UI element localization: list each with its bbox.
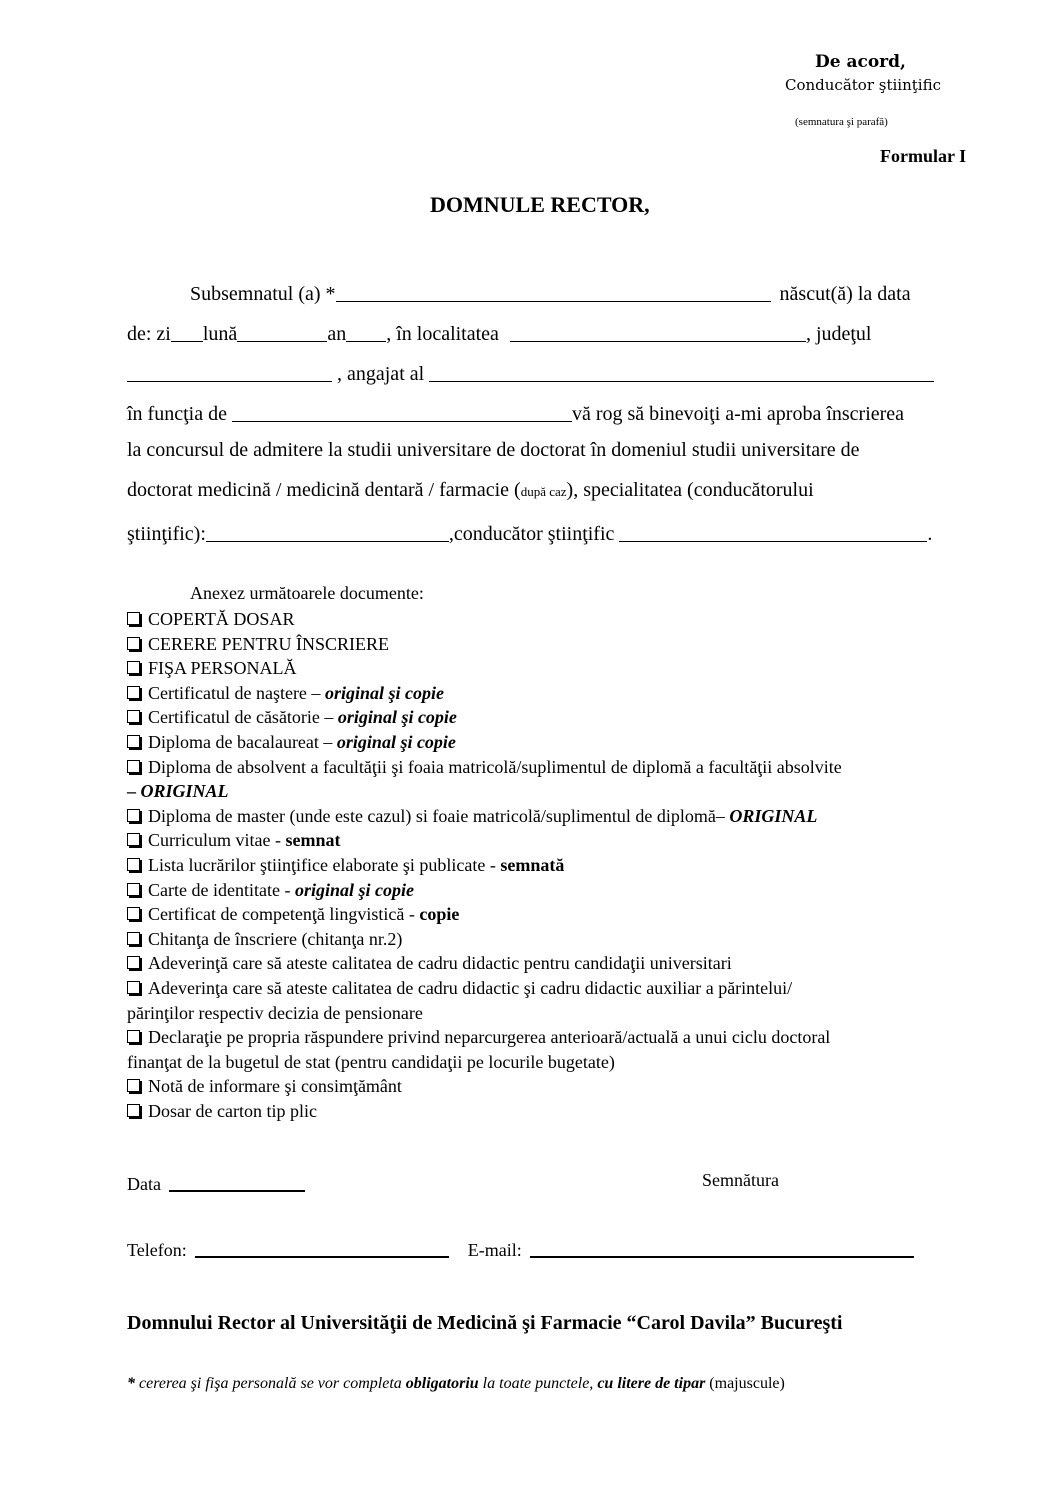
birth-year-field[interactable] — [346, 321, 386, 342]
birth-month-field[interactable] — [237, 321, 327, 342]
email-label: E-mail: — [467, 1240, 522, 1260]
addressee: Domnului Rector al Universităţii de Medicină şi Farmacie “Carol Davila” Bucureşti — [127, 1312, 843, 1334]
body-line-7 — [127, 519, 932, 546]
phone-field[interactable] — [195, 1238, 449, 1258]
position-field[interactable] — [232, 401, 572, 422]
supervisor-field[interactable] — [619, 521, 927, 542]
checkbox-icon[interactable] — [127, 661, 140, 674]
born-label: născut(ă) la data — [779, 283, 911, 305]
checkbox-icon[interactable] — [127, 956, 140, 969]
annex-item — [127, 1076, 402, 1097]
specialty-field[interactable] — [206, 521, 449, 542]
annex-item-continuation-text: finanţat de la bugetul de stat (pentru candidaţii pe locurile bugetate) — [127, 1051, 615, 1072]
page-title: DOMNULE RECTOR, — [430, 192, 650, 217]
checkbox-icon[interactable] — [127, 932, 140, 945]
annex-item-requirement: ORIGINAL — [140, 781, 229, 802]
annex-item-requirement: semnat — [285, 830, 341, 851]
employer-field[interactable] — [429, 361, 934, 382]
checkbox-icon[interactable] — [127, 1104, 140, 1117]
county-field[interactable] — [127, 361, 332, 382]
annex-item-continuation — [127, 781, 229, 802]
annex-item-label: Dosar de carton tip plic — [148, 1101, 317, 1121]
footnote-e: (majuscule) — [705, 1375, 785, 1392]
annex-item-label: Lista lucrărilor ştiinţifice elaborate şi publicate - — [148, 855, 501, 875]
annex-item-continuation — [127, 1052, 615, 1073]
checkbox-icon[interactable] — [127, 809, 140, 822]
contact-row — [127, 1236, 914, 1261]
footnote-a: cererea şi fişa personală se vor completa — [135, 1375, 406, 1392]
annex-item — [127, 658, 297, 679]
annex-item — [127, 830, 340, 851]
annex-item-label: Curriculum vitae - — [148, 830, 286, 851]
annex-item — [127, 634, 389, 655]
date-field[interactable] — [169, 1172, 305, 1192]
annex-item-requirement: original şi copie — [336, 732, 456, 752]
annex-item — [127, 683, 444, 704]
footnote-star: * — [127, 1375, 135, 1392]
annex-item — [127, 1101, 317, 1122]
annex-item — [127, 609, 294, 630]
date-label: Data — [127, 1174, 161, 1194]
annex-item — [127, 757, 842, 778]
annex-item-label: Diploma de master (unde este cazul) si foaie matricolă/suplimentul de diplomă– — [148, 805, 730, 826]
annex-item-label: COPERTĂ DOSAR — [148, 609, 295, 629]
checkbox-icon[interactable] — [127, 760, 140, 773]
annex-item-continuation — [127, 1003, 423, 1024]
checkbox-icon[interactable] — [127, 858, 140, 871]
day-label: de: zi — [127, 323, 171, 345]
annex-item-label: Adeverinţă care să ateste calitatea de cadru didactic pentru candidaţii universitari — [148, 953, 732, 974]
annex-item — [127, 929, 402, 950]
annex-item-requirement: ORIGINAL — [729, 805, 818, 826]
body-line-2 — [127, 319, 871, 346]
annex-item-label: Adeverinţa care să ateste calitatea de cadru didactic şi cadru didactic auxiliar a părintelui/ — [148, 978, 793, 998]
annex-item — [127, 806, 817, 827]
county-label: , judeţul — [805, 323, 872, 345]
annex-item-label: Diploma de absolvent a facultăţii şi foaia matricolă/suplimentul de diplomă a facultăţii absolvite — [148, 756, 842, 777]
annex-item — [127, 904, 459, 925]
annex-item-label: Notă de informare şi consimţământ — [148, 1076, 402, 1097]
annex-item-requirement: original şi copie — [294, 879, 414, 900]
checkbox-icon[interactable] — [127, 833, 140, 846]
case-note: după caz — [520, 484, 567, 499]
domain-text: doctorat medicină / medicină dentară / farmacie ( — [127, 479, 521, 501]
body-line-1 — [190, 279, 911, 306]
annex-item — [127, 880, 414, 901]
annex-item-label: Certificatul de naştere – — [148, 682, 325, 703]
footnote-d: cu litere de tipar — [597, 1375, 706, 1392]
request-text: vă rog să binevoiţi a-mi aproba înscrierea — [571, 403, 905, 425]
annex-item-label: FIŞA PERSONALĂ — [148, 658, 297, 679]
annex-item-label: Carte de identitate - — [148, 879, 295, 900]
annex-item-requirement: semnată — [500, 855, 565, 875]
checkbox-icon[interactable] — [127, 883, 140, 896]
annex-item-requirement: copie — [419, 904, 460, 925]
footnote — [127, 1375, 785, 1393]
annex-item — [127, 953, 732, 974]
annex-item-label: CERERE PENTRU ÎNSCRIERE — [148, 633, 390, 654]
email-field[interactable] — [530, 1238, 914, 1258]
annex-item-label: Chitanţa de înscriere (chitanţa nr.2) — [148, 928, 403, 949]
checkbox-icon[interactable] — [127, 637, 140, 650]
date-row — [127, 1170, 305, 1195]
checkbox-icon[interactable] — [127, 612, 140, 625]
body-line-4 — [127, 399, 904, 426]
locality-label: , în localitatea — [386, 323, 499, 345]
locality-field[interactable] — [510, 321, 806, 342]
annex-item — [127, 978, 792, 999]
annex-item-continuation-text: – — [127, 781, 141, 802]
checkbox-icon[interactable] — [127, 981, 140, 994]
supervisor-label: Conducător ştiinţific — [785, 76, 941, 94]
annex-item-continuation-text: părinţilor respectiv decizia de pensionare — [127, 1002, 423, 1023]
scientific-label: ştiinţific): — [127, 523, 206, 545]
annex-intro: Anexez următoarele documente: — [190, 583, 424, 603]
employed-label: , angajat al — [332, 363, 430, 385]
annex-item-label: Declaraţie pe propria răspundere privind neparcurgerea anterioară/actuală a unui ciclu doctoral — [148, 1027, 831, 1048]
signature-label: Semnătura — [702, 1170, 779, 1190]
checkbox-icon[interactable] — [127, 907, 140, 920]
annex-item-label: Diploma de bacalaureat – — [148, 732, 337, 752]
annex-item-label: Certificat de competenţă lingvistică - — [148, 904, 420, 925]
position-label: în funcţia de — [127, 403, 232, 425]
annex-item-label: Certificatul de căsătorie – — [148, 707, 338, 728]
form-id: Formular I — [880, 146, 967, 166]
body-line-3 — [127, 359, 934, 386]
annex-item — [127, 855, 564, 876]
period: . — [927, 523, 933, 545]
footnote-c: la toate punctele, — [478, 1375, 598, 1392]
annex-item — [127, 1027, 830, 1048]
checkbox-icon[interactable] — [127, 1079, 140, 1092]
checkbox-icon[interactable] — [127, 735, 140, 748]
signature-note: (semnatura şi parafă) — [795, 116, 888, 128]
body-line-5: la concursul de admitere la studii universitare de doctorat în domeniul studii universitare de — [127, 439, 860, 461]
supervisor-field-label: ,conducător ştiinţific — [448, 523, 620, 545]
birth-day-field[interactable] — [171, 321, 203, 342]
specialty-text: ), specialitatea (conducătorului — [566, 479, 814, 501]
footnote-b: obligatoriu — [405, 1375, 479, 1392]
subsemnatul-label: Subsemnatul (a) * — [190, 283, 336, 305]
body-line-6 — [127, 479, 814, 502]
phone-label: Telefon: — [127, 1240, 187, 1260]
annex-item — [127, 707, 457, 728]
checkbox-icon[interactable] — [127, 686, 140, 699]
month-label: lună — [202, 323, 238, 345]
approval-label: De acord, — [815, 52, 906, 72]
checkbox-icon[interactable] — [127, 710, 140, 723]
checkbox-icon[interactable] — [127, 1030, 140, 1043]
annex-item — [127, 732, 456, 753]
year-label: an — [327, 323, 347, 345]
name-field[interactable] — [336, 281, 771, 302]
annex-item-requirement: original şi copie — [337, 707, 457, 728]
annex-item-requirement: original şi copie — [324, 682, 444, 703]
